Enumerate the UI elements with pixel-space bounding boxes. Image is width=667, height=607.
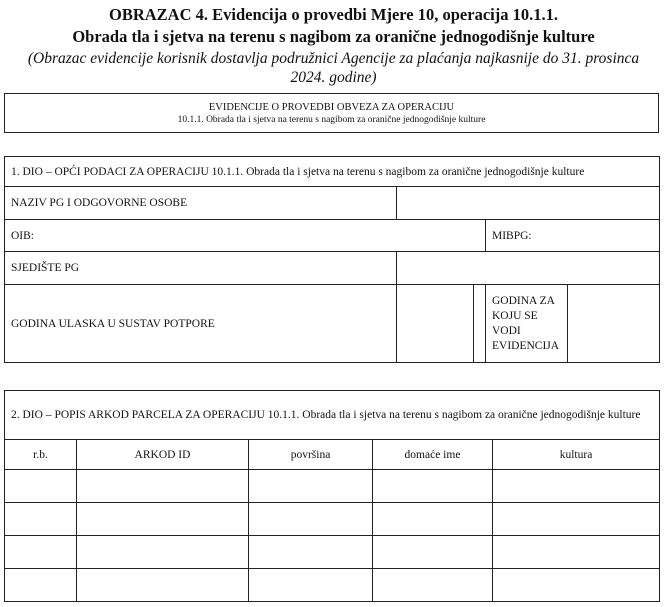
evidencija-subtitle: 10.1.1. Obrada tla i sjetva na terenu s nagibom za oranične jednogodišnje kulture — [177, 115, 486, 125]
evidencija-box — [4, 93, 659, 133]
cell-arkod[interactable] — [77, 470, 249, 503]
mibpg-label: MIBPG: — [492, 229, 532, 242]
oib-label: OIB: — [11, 229, 34, 242]
cell-kultura[interactable] — [493, 503, 660, 536]
godina-label-line2: KOJU SE — [492, 309, 538, 322]
cell-kultura[interactable] — [493, 536, 660, 569]
form-subtitle: Obrada tla i sjetva na terenu s nagibom za oranične jednogodišnje kulture — [72, 27, 595, 46]
evidencija-title: EVIDENCIJE O PROVEDBI OBVEZA ZA OPERACIJU — [208, 102, 455, 113]
godina-label-line1: GODINA ZA — [492, 294, 555, 307]
cell-rb[interactable] — [5, 569, 77, 602]
col-header-arkod: ARKOD ID — [77, 440, 249, 470]
ulazak-field[interactable] — [397, 285, 474, 363]
godina-field[interactable] — [568, 285, 660, 363]
cell-domace[interactable] — [373, 503, 493, 536]
cell-arkod[interactable] — [77, 503, 249, 536]
ulazak-label: GODINA ULASKA U SUSTAV POTPORE — [5, 285, 397, 363]
oib-field[interactable] — [5, 220, 486, 252]
table-row — [5, 536, 660, 569]
table-row — [5, 470, 660, 503]
cell-arkod[interactable] — [77, 569, 249, 602]
cell-rb[interactable] — [5, 536, 77, 569]
cell-domace[interactable] — [373, 470, 493, 503]
col-header-kultura: kultura — [493, 440, 660, 470]
cell-povrsina[interactable] — [249, 470, 373, 503]
col-header-domace: domaće ime — [373, 440, 493, 470]
sjediste-field[interactable] — [397, 252, 660, 285]
sjediste-label: SJEDIŠTE PG — [5, 252, 397, 285]
section2-title: 2. DIO – POPIS ARKOD PARCELA ZA OPERACIJU 10.1.1. Obrada tla i sjetva na terenu s nagibom za oranične jednogodišnje kulture — [5, 391, 660, 440]
cell-arkod[interactable] — [77, 536, 249, 569]
form-title: OBRAZAC 4. Evidencija o provedbi Mjere 10, operacija 10.1.1. — [109, 5, 558, 24]
submission-note-line2: 2024. godine) — [290, 69, 377, 86]
cell-povrsina[interactable] — [249, 569, 373, 602]
table-row — [5, 569, 660, 602]
naziv-label: NAZIV PG I ODGOVORNE OSOBE — [5, 187, 397, 220]
arkod-table — [4, 390, 660, 602]
section1-title: 1. DIO – OPĆI PODACI ZA OPERACIJU 10.1.1. Obrada tla i sjetva na terenu s nagibom za oranične jednogodišnje kulture — [5, 157, 660, 187]
cell-domace[interactable] — [373, 536, 493, 569]
cell-rb[interactable] — [5, 503, 77, 536]
spacer-cell — [474, 285, 486, 363]
naziv-field[interactable] — [397, 187, 660, 220]
col-header-povrsina: površina — [249, 440, 373, 470]
mibpg-field[interactable] — [486, 220, 660, 252]
general-data-table — [4, 156, 660, 363]
cell-kultura[interactable] — [493, 569, 660, 602]
cell-povrsina[interactable] — [249, 536, 373, 569]
table-row — [5, 503, 660, 536]
godina-label-line3: VODI — [492, 324, 521, 337]
cell-rb[interactable] — [5, 470, 77, 503]
cell-povrsina[interactable] — [249, 503, 373, 536]
godina-label-line4: EVIDENCIJA — [492, 339, 560, 352]
cell-kultura[interactable] — [493, 470, 660, 503]
cell-domace[interactable] — [373, 569, 493, 602]
submission-note-line1: (Obrazac evidencije korisnik dostavlja podružnici Agencije za plaćanja najkasnije do 31. prosinca — [27, 50, 640, 67]
col-header-rb: r.b. — [5, 440, 77, 470]
godina-label — [486, 285, 568, 363]
